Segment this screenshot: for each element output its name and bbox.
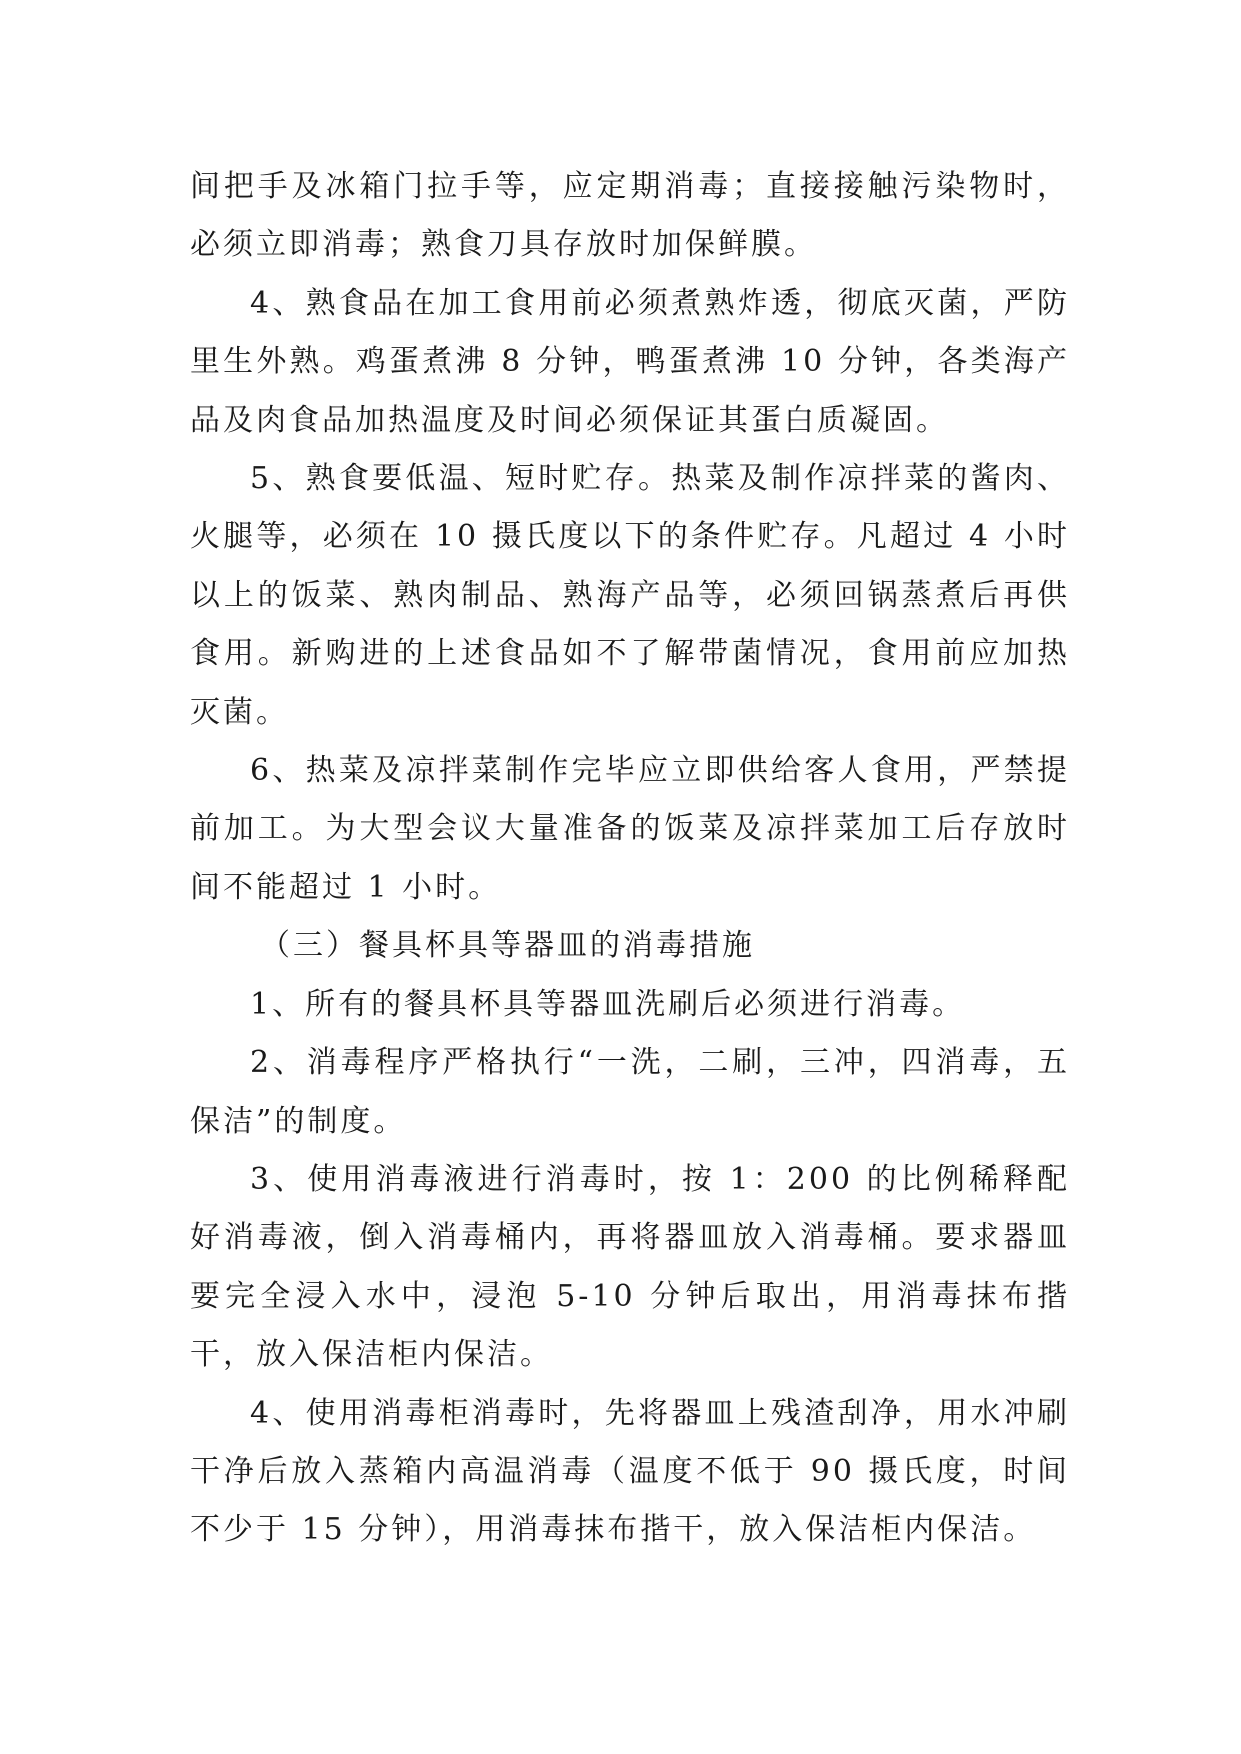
paragraph-item-3: 3、使用消毒液进行消毒时，按 1：200 的比例稀释配好消毒液，倒入消毒桶内，再将器皿放入消毒桶。要求器皿要完全浸入水中，浸泡 5-10 分钟后取出，用消毒抹布揩干，放入保洁柜内保洁。 — [190, 1161, 1070, 1373]
paragraph-item-6: 6、热菜及凉拌菜制作完毕应立即供给客人食用，严禁提前加工。为大型会议大量准备的饭菜及凉拌菜加工后存放时间不能超过 1 小时。 — [190, 753, 1070, 905]
paragraph-item-5: 5、熟食要低温、短时贮存。热菜及制作凉拌菜的酱肉、火腿等，必须在 10 摄氏度以下的条件贮存。凡超过 4 小时以上的饭菜、熟肉制品、熟海产品等，必须回锅蒸煮后再供食用。新购进的上述食品如不了解带菌情况，食用前应加热灭菌。 — [190, 461, 1070, 730]
section-heading: （三）餐具杯具等器皿的消毒措施 — [260, 928, 755, 964]
paragraph-continuation: 间把手及冰箱门拉手等，应定期消毒；直接接触污染物时，必须立即消毒；熟食刀具存放时加保鲜膜。 — [190, 169, 1070, 263]
document-body — [190, 158, 1070, 1560]
paragraph-item-4b: 4、使用消毒柜消毒时，先将器皿上残渣刮净，用水冲刷干净后放入蒸箱内高温消毒（温度不低于 90 摄氏度，时间不少于 15 分钟），用消毒抹布揩干，放入保洁柜内保洁。 — [190, 1395, 1070, 1548]
paragraph-item-1: 1、所有的餐具杯具等器皿洗刷后必须进行消毒。 — [250, 986, 966, 1022]
paragraph-item-4: 4、熟食品在加工食用前必须煮熟炸透，彻底灭菌，严防里生外熟。鸡蛋煮沸 8 分钟，鸭蛋煮沸 10 分钟，各类海产品及肉食品加热温度及时间必须保证其蛋白质凝固。 — [190, 285, 1070, 438]
paragraph-item-2: 2、消毒程序严格执行“一洗，二刷，三冲，四消毒，五保洁”的制度。 — [190, 1045, 1070, 1139]
